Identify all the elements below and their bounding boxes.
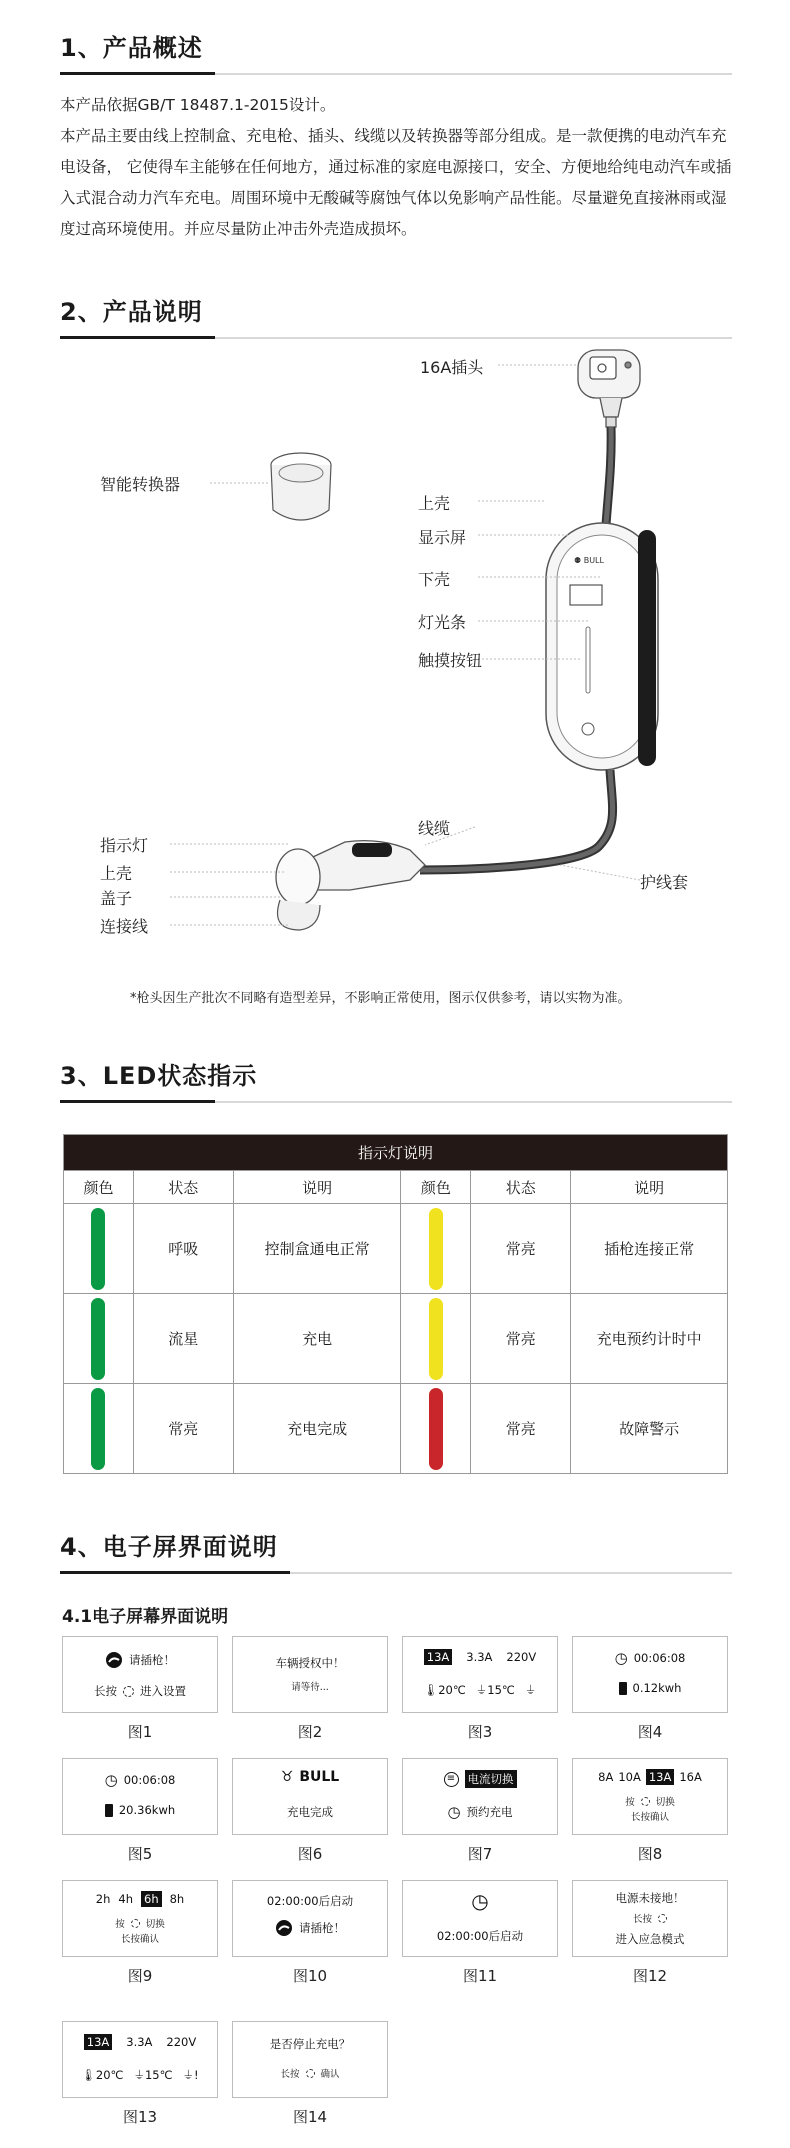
clock-icon: ◷ — [104, 1771, 118, 1789]
screen-fig-8 — [572, 1758, 728, 1835]
power-value: 3.3A — [126, 2035, 153, 2049]
label-light-bar: 灯光条 — [418, 613, 467, 632]
amp-option-selected: 13A — [646, 1769, 675, 1785]
power-value: 3.3A — [466, 1650, 493, 1664]
fig-caption: 图10 — [292, 1967, 328, 1985]
screen-text: 长按 — [94, 1684, 117, 1698]
led-header-state-1: 状态 — [133, 1171, 233, 1204]
temp-1: 20℃ — [438, 1683, 466, 1697]
touch-circle-icon — [658, 1914, 667, 1923]
fig-caption: 图6 — [297, 1845, 323, 1863]
screen-text: 02:00:00后启动 — [266, 1894, 354, 1908]
plug-temp-icon: ⏚ — [133, 2068, 145, 2082]
screen-text: 电源未接地！ — [615, 1891, 685, 1905]
hour-option: 4h — [118, 1892, 133, 1906]
fig-caption: 图11 — [462, 1967, 498, 1985]
thermometer-icon: 🌡 — [423, 1683, 439, 1697]
led-header-color-2: 颜色 — [401, 1171, 471, 1204]
elapsed-time: 00:06:08 — [633, 1651, 686, 1665]
clock-icon: ◷ — [447, 1803, 461, 1821]
label-touch-button: 触摸按钮 — [418, 651, 483, 670]
menu-icon: ≡ — [444, 1772, 459, 1787]
fig-caption: 图14 — [292, 2108, 328, 2126]
screen-fig-7 — [402, 1758, 558, 1835]
screen-fig-12 — [572, 1880, 728, 1957]
screen-fig-11 — [402, 1880, 558, 1957]
fig-caption: 图3 — [467, 1723, 493, 1741]
plug-temp-icon: ⏚ — [475, 1683, 488, 1697]
led-table-row — [64, 1294, 728, 1384]
screen-text: 长按 — [280, 2069, 300, 2080]
section-1-para-2: 本产品主要由线上控制盒、充电枪、插头、线缆以及转换器等部分组成。是一款便携的电动汽车充电设备， 它使得车主能够在任何地方，通过标准的家庭电源接口，安全、方便地给纯电动汽车或插入式混合动力汽车充电。周围环境中无酸碱等腐蚀气体以免影响产品性能。尽量避免直接淋雨或湿度过高环境使用。并应尽量防止冲击外壳造成损坏。 — [60, 127, 732, 238]
ground-warning-icon: ⏚! — [182, 2068, 199, 2082]
led-status-table — [63, 1134, 728, 1474]
label-connect-wire: 连接线 — [100, 917, 149, 936]
screen-text: 车辆授权中！ — [275, 1656, 345, 1670]
control-box-icon — [546, 523, 658, 770]
charging-gun-icon — [276, 841, 425, 930]
green-led-indicator — [91, 1388, 105, 1470]
section-2-divider — [60, 337, 732, 339]
plug-in-icon — [105, 1651, 123, 1669]
current-value: 13A — [424, 1649, 453, 1665]
label-display: 显示屏 — [418, 528, 467, 547]
plug-in-icon — [275, 1919, 293, 1937]
label-upper-shell: 上壳 — [418, 494, 451, 513]
led-state: 常亮 — [471, 1294, 571, 1384]
fig-caption: 图1 — [127, 1723, 153, 1741]
section-1-divider — [60, 73, 732, 75]
touch-circle-icon — [306, 2069, 315, 2078]
section-4-title: 4、电子屏界面说明 — [60, 1533, 278, 1561]
label-cable: 线缆 — [418, 819, 451, 838]
screen-text: 请等待... — [291, 1682, 329, 1693]
led-desc: 充电完成 — [233, 1384, 401, 1474]
label-sheath: 护线套 — [640, 873, 689, 892]
led-desc: 插枪连接正常 — [571, 1204, 728, 1294]
screen-fig-5 — [62, 1758, 218, 1835]
screen-text: 进入设置 — [140, 1684, 186, 1698]
schedule-option: 预约充电 — [466, 1805, 513, 1819]
section-3-divider — [60, 1101, 732, 1103]
yellow-led-indicator — [429, 1298, 443, 1380]
voltage-value: 220V — [506, 1650, 537, 1664]
green-led-indicator — [91, 1298, 105, 1380]
led-header-desc-1: 说明 — [233, 1171, 401, 1204]
brand-text: BULL — [299, 1769, 340, 1785]
current-switch-option: 电流切换 — [465, 1770, 517, 1788]
screen-text: 确认 — [320, 2069, 340, 2080]
label-plug: 16A插头 — [420, 358, 484, 377]
fig-caption: 图5 — [127, 1845, 153, 1863]
amp-option: 16A — [679, 1770, 702, 1784]
led-header-color-1: 颜色 — [64, 1171, 134, 1204]
bull-logo-icon: ♉ — [280, 1769, 294, 1785]
led-state: 常亮 — [471, 1384, 571, 1474]
led-state: 常亮 — [471, 1204, 571, 1294]
label-adapter: 智能转换器 — [100, 475, 181, 494]
screen-text: 长按 — [632, 1914, 652, 1925]
label-gun-upper-shell: 上壳 — [100, 864, 133, 883]
screen-fig-13 — [62, 2021, 218, 2098]
section-4-divider — [60, 1572, 732, 1574]
screen-text: 进入应急模式 — [615, 1932, 685, 1946]
screen-text: 长按确认 — [630, 1812, 669, 1823]
energy-value: 20.36kwh — [118, 1803, 176, 1817]
amp-option: 8A — [598, 1770, 614, 1784]
touch-circle-icon — [131, 1919, 140, 1928]
temp-2: 15℃ — [144, 2068, 173, 2082]
screen-text: 是否停止充电？ — [269, 2037, 351, 2051]
battery-icon — [619, 1682, 627, 1695]
led-table-caption: 指示灯说明 — [64, 1135, 728, 1171]
amp-option: 10A — [618, 1770, 641, 1784]
screen-fig-3 — [402, 1636, 558, 1713]
screen-fig-2 — [232, 1636, 388, 1713]
screen-text: 按 — [625, 1797, 635, 1808]
touch-circle-icon — [123, 1686, 134, 1697]
label-indicator: 指示灯 — [100, 836, 149, 855]
led-table-row — [64, 1384, 728, 1474]
hour-option: 8h — [169, 1892, 185, 1906]
led-state: 常亮 — [133, 1384, 233, 1474]
clock-icon: ◷ — [614, 1649, 628, 1667]
label-cap: 盖子 — [100, 889, 133, 908]
adapter-icon — [271, 453, 331, 520]
thermometer-icon: 🌡 — [81, 2068, 96, 2082]
current-value: 13A — [84, 2034, 113, 2050]
screen-fig-4 — [572, 1636, 728, 1713]
box-brand-label: ⚉ BULL — [574, 556, 604, 565]
screen-fig-10 — [232, 1880, 388, 1957]
product-diagram — [0, 345, 790, 1005]
voltage-value: 220V — [166, 2035, 197, 2049]
clock-icon: ◷ — [471, 1889, 489, 1913]
screen-text: 02:00:00后启动 — [436, 1929, 524, 1943]
plug-icon — [578, 350, 640, 427]
led-header-desc-2: 说明 — [571, 1171, 728, 1204]
screen-text: 切换 — [655, 1797, 675, 1808]
screen-text: 长按确认 — [120, 1934, 159, 1945]
fig-caption: 图13 — [122, 2108, 158, 2126]
yellow-led-indicator — [429, 1208, 443, 1290]
green-led-indicator — [91, 1208, 105, 1290]
fig-caption: 图12 — [632, 1967, 668, 1985]
screen-text: 切换 — [145, 1919, 165, 1930]
elapsed-time: 00:06:08 — [123, 1773, 176, 1787]
temp-1: 20℃ — [95, 2068, 124, 2082]
led-header-state-2: 状态 — [471, 1171, 571, 1204]
led-state: 呼吸 — [133, 1204, 233, 1294]
fig-caption: 图7 — [467, 1845, 493, 1863]
energy-value: 0.12kwh — [632, 1681, 682, 1695]
screens-subtitle: 4.1电子屏幕界面说明 — [62, 1607, 229, 1627]
temp-2: 15℃ — [487, 1683, 515, 1697]
section-2-title: 2、产品说明 — [60, 298, 203, 326]
screen-text: 充电完成 — [287, 1805, 333, 1819]
section-1-para-1: 本产品依据GB/T 18487.1-2015设计。 — [60, 96, 336, 114]
led-desc: 控制盒通电正常 — [233, 1204, 401, 1294]
led-desc: 故障警示 — [571, 1384, 728, 1474]
led-state: 流星 — [133, 1294, 233, 1384]
fig-caption: 图4 — [637, 1723, 663, 1741]
fig-caption: 图2 — [297, 1723, 323, 1741]
fig-caption: 图8 — [637, 1845, 663, 1863]
red-led-indicator — [429, 1388, 443, 1470]
screen-text: 请插枪！ — [299, 1921, 345, 1935]
screen-text: 按 — [115, 1919, 125, 1930]
screen-fig-6 — [232, 1758, 388, 1835]
led-table-row — [64, 1204, 728, 1294]
touch-circle-icon — [641, 1797, 650, 1806]
section-1-title: 1、产品概述 — [60, 34, 203, 62]
section-3-title: 3、LED状态指示 — [60, 1062, 258, 1090]
screen-fig-14 — [232, 2021, 388, 2098]
diagram-note: *枪头因生产批次不同略有造型差异，不影响正常使用，图示仅供参考，请以实物为准。 — [130, 991, 631, 1006]
screen-text: 请插枪！ — [129, 1653, 175, 1667]
fig-caption: 图9 — [127, 1967, 153, 1985]
hour-option: 2h — [95, 1892, 111, 1906]
ground-icon: ⏚ — [524, 1683, 537, 1697]
led-desc: 充电预约计时中 — [571, 1294, 728, 1384]
battery-icon — [105, 1804, 113, 1817]
led-desc: 充电 — [233, 1294, 401, 1384]
label-lower-shell: 下壳 — [418, 570, 451, 589]
screen-fig-9 — [62, 1880, 218, 1957]
hour-option-selected: 6h — [141, 1891, 162, 1907]
screen-fig-1 — [62, 1636, 218, 1713]
